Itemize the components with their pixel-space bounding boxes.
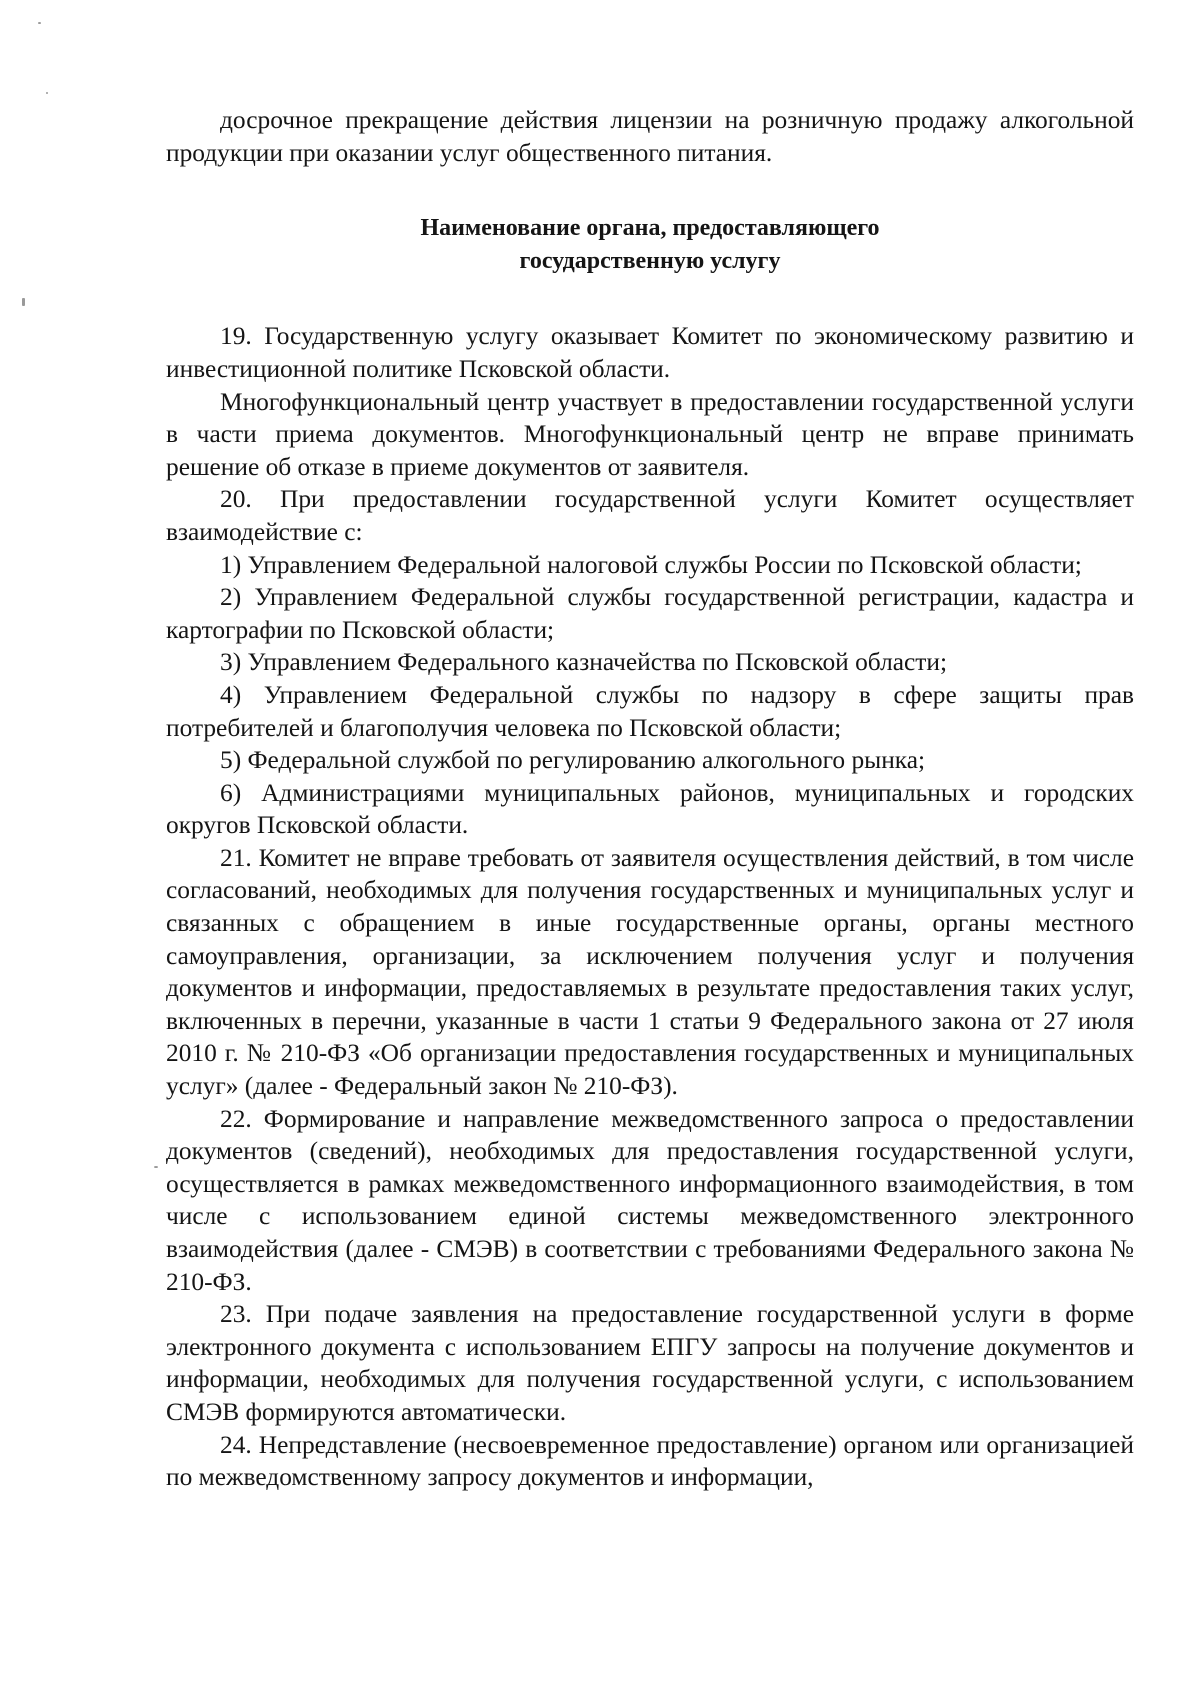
scan-speck	[154, 1166, 158, 1168]
paragraph-24: 24. Непредставление (несвоевременное предоставление) органом или организацией по межведомственному запросу документов и информации,	[166, 1430, 1134, 1492]
list-item-5: 5) Федеральной службой по регулированию алкогольного рынка;	[220, 746, 926, 775]
paragraph-20: 20. При предоставлении государственной услуги Комитет осуществляет взаимодействие с:	[166, 485, 1134, 546]
paragraph-continuation: досрочное прекращение действия лицензии на розничную продажу алкогольной продукции при оказании услуг общественного питания.	[166, 106, 1134, 167]
paragraph-19: 19. Государственную услугу оказывает Комитет по экономическому развитию и инвестиционной политике Псковской области.	[166, 322, 1134, 383]
section-heading	[166, 212, 1134, 277]
paragraph-mfc: Многофункциональный центр участвует в предоставлении государственной услуги в части приема документов. Многофункциональный центр не вправе принимать решение об отказе в приеме документов от заявителя.	[166, 387, 1134, 481]
paragraph-23: 23. При подаче заявления на предоставление государственной услуги в форме электронного документа с использованием ЕПГУ запросы на получение документов и информации, необходимых для получения государственной услуги, с использованием СМЭВ формируются автоматически.	[166, 1300, 1134, 1426]
list-item-1: 1) Управлением Федеральной налоговой службы России по Псковской области;	[220, 550, 1082, 579]
scan-speck	[22, 298, 25, 306]
heading-line-2: государственную услугу	[519, 247, 781, 274]
document-page	[166, 104, 1134, 1494]
scan-speck	[38, 22, 41, 24]
paragraph-21: 21. Комитет не вправе требовать от заявителя осуществления действий, в том числе согласований, необходимых для получения государственных и муниципальных услуг и связанных с обращением в иные государственные органы, органы местного самоуправления, организации, за исключением получения услуг и получения документов и информации, предоставляемых в результате предоставления таких услуг, включенных в перечни, указанные в части 1 статьи 9 Федерального закона от 27 июля 2010 г. № 210-ФЗ «Об организации предоставления государственных и муниципальных услуг» (далее - Федеральный закон № 210-ФЗ).	[166, 843, 1134, 1101]
list-item-3: 3) Управлением Федерального казначейства по Псковской области;	[220, 648, 948, 677]
scan-speck	[46, 92, 48, 94]
heading-line-1: Наименование органа, предоставляющего	[420, 215, 880, 242]
list-item-2: 2) Управлением Федеральной службы государственной регистрации, кадастра и картографии по Псковской области;	[166, 583, 1134, 644]
list-item-6: 6) Администрациями муниципальных районов, муниципальных и городских округов Псковской области.	[166, 778, 1134, 840]
list-item-4: 4) Управлением Федеральной службы по надзору в сфере защиты прав потребителей и благополучия человека по Псковской области;	[166, 680, 1134, 742]
paragraph-22: 22. Формирование и направление межведомственного запроса о предоставлении документов (сведений), необходимых для предоставления государственной услуги, осуществляется в рамках межведомственного информационного взаимодействия, в том числе с использованием единой системы межведомственного электронного взаимодействия (далее - СМЭВ) в соответствии с требованиями Федерального закона № 210-ФЗ.	[166, 1104, 1134, 1296]
